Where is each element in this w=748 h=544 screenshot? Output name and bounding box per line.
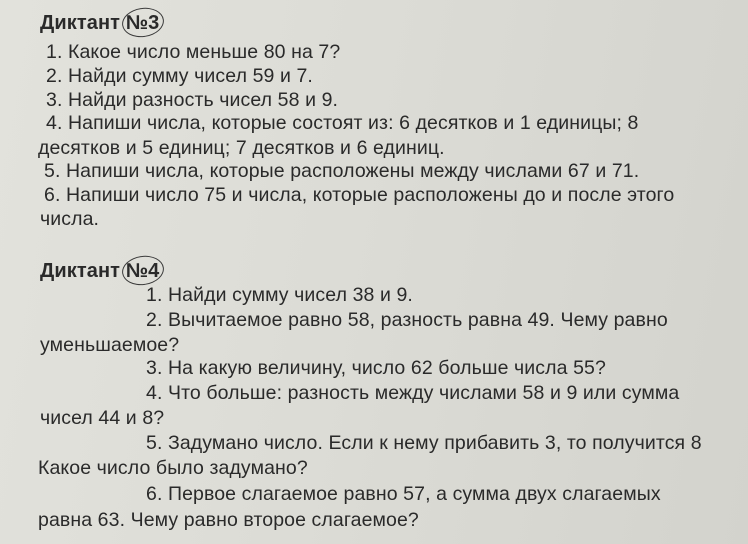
dictation-3-line-4: 4. Напиши числа, которые состоят из: 6 десятков и 1 единицы; 8 [46, 112, 639, 134]
dictation-3-title-word: Диктант [40, 12, 121, 34]
dictation-3-line-1: 1. Какое число меньше 80 на 7? [46, 41, 341, 63]
dictation-3-line-7: 6. Напиши число 75 и числа, которые расположены до и после этого [44, 184, 675, 206]
dictation-4-line-2: 2. Вычитаемое равно 58, разность равна 49. Чему равно [146, 309, 668, 331]
dictation-4-title-number: №4 [125, 260, 160, 282]
dictation-4-title [40, 260, 159, 282]
dictation-3-line-8: числа. [40, 208, 100, 230]
dictation-4-line-10: равна 63. Чему равно второе слагаемое? [38, 509, 419, 531]
dictation-3-line-2: 2. Найди сумму чисел 59 и 7. [46, 65, 313, 87]
dictation-4-line-3: уменьшаемое? [40, 334, 180, 356]
dictation-4-line-5: 4. Что больше: разность между числами 58 и 9 или сумма [146, 382, 680, 404]
dictation-3-line-6: 5. Напиши числа, которые расположены между числами 67 и 71. [44, 160, 640, 182]
dictation-3-title [40, 12, 159, 34]
dictation-3-title-number: №3 [125, 12, 160, 34]
dictation-4-line-8: Какое число было задумано? [38, 457, 308, 479]
dictation-4-line-4: 3. На какую величину, число 62 больше числа 55? [146, 357, 606, 379]
dictation-3-line-3: 3. Найди разность чисел 58 и 9. [46, 89, 339, 111]
dictation-4-line-1: 1. Найди сумму чисел 38 и 9. [146, 284, 413, 306]
dictation-4-title-word: Диктант [40, 260, 121, 282]
dictation-4-line-6: чисел 44 и 8? [40, 407, 165, 429]
dictation-4-line-9: 6. Первое слагаемое равно 57, а сумма двух слагаемых [146, 483, 661, 505]
dictation-4-line-7: 5. Задумано число. Если к нему прибавить 3, то получится 8 [146, 432, 702, 454]
dictation-3-line-5: десятков и 5 единиц; 7 десятков и 6 единиц. [38, 137, 445, 159]
